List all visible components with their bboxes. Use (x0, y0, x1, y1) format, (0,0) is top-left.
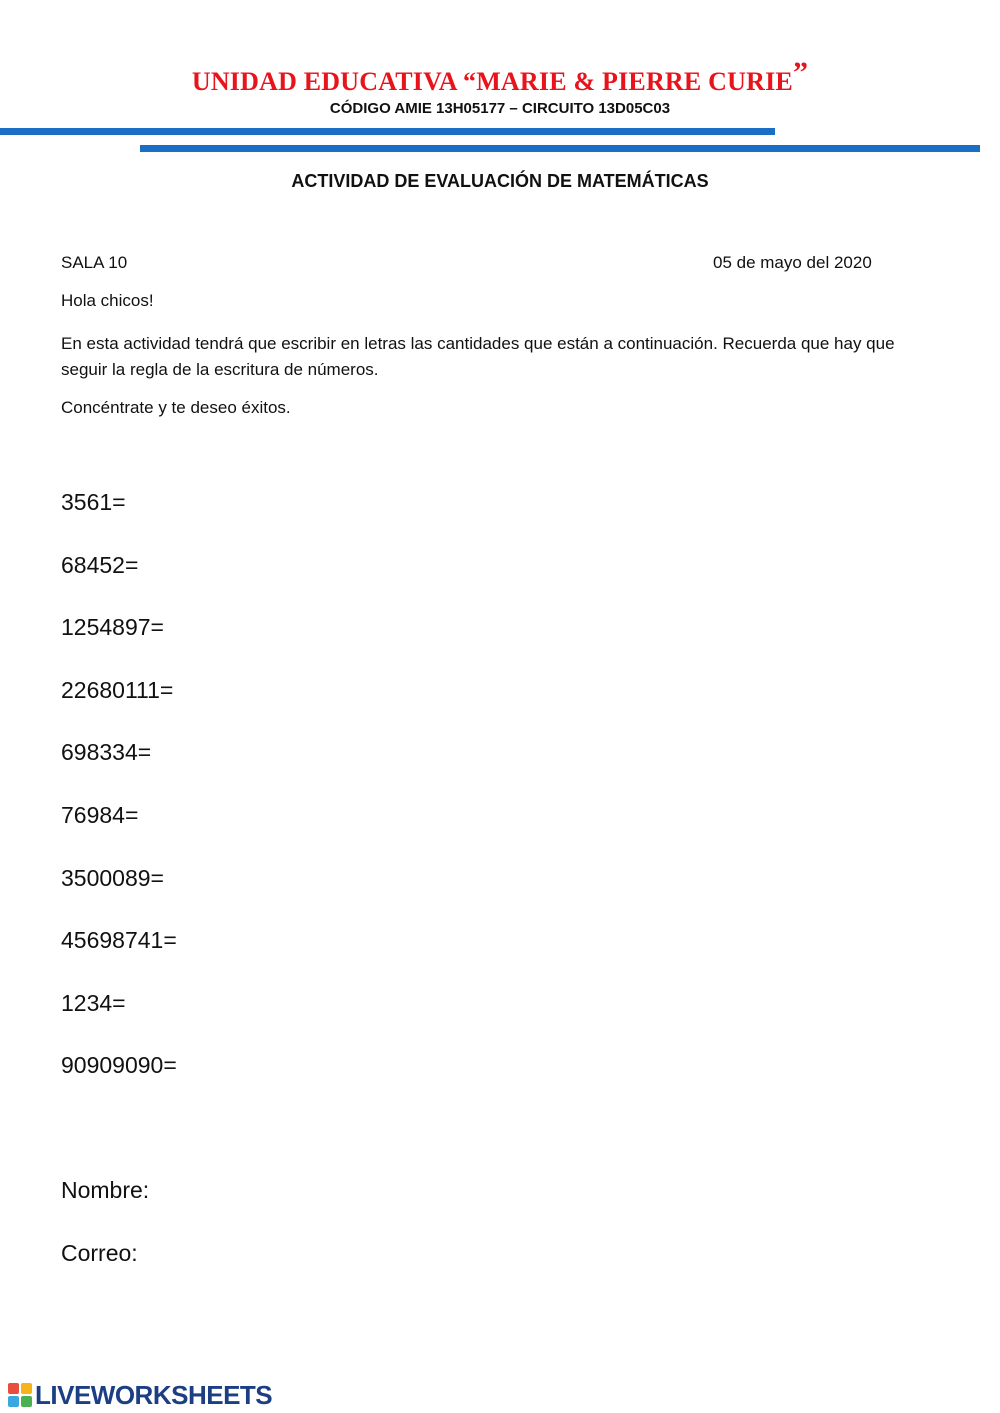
brand-name: LIVEWORKSHEETS (35, 1379, 273, 1410)
number-item: 22680111= (61, 676, 174, 703)
header-divider-top (0, 128, 775, 135)
number-item: 698334= (61, 739, 152, 766)
number-item: 3500089= (61, 864, 164, 891)
logo-tile (8, 1383, 19, 1394)
liveworksheets-logo-icon (8, 1383, 32, 1407)
school-name (0, 56, 1000, 98)
number-item: 1234= (61, 989, 126, 1016)
number-item: 90909090= (61, 1052, 177, 1079)
encouragement-text: Concéntrate y te deseo éxitos. (61, 398, 291, 417)
greeting-text: Hola chicos! (61, 291, 154, 310)
room-label: SALA 10 (61, 253, 128, 272)
activity-title: ACTIVIDAD DE EVALUACIÓN DE MATEMÁTICAS (291, 171, 709, 191)
number-list (61, 487, 177, 1113)
name-field-label: Nombre: (61, 1177, 150, 1203)
header-divider-bottom (140, 145, 980, 152)
number-item: 45698741= (61, 927, 177, 954)
school-code: CÓDIGO AMIE 13H05177 – CIRCUITO 13D05C03 (329, 100, 671, 117)
number-item: 76984= (61, 801, 139, 828)
activity-date: 05 de mayo del 2020 (713, 253, 872, 272)
number-item: 3561= (61, 489, 126, 515)
liveworksheets-brand[interactable] (8, 1381, 272, 1409)
instructions-text: En esta actividad tendrá que escribir en letras las cantidades que están a continuación. Recuerda que hay que seguir la regla de la escritura de números. (61, 334, 895, 379)
school-name-close-quote: ” (792, 56, 809, 89)
school-name-text: UNIDAD EDUCATIVA “MARIE & PIERRE CURIE (191, 67, 793, 96)
number-item: 1254897= (61, 614, 164, 641)
logo-tile (21, 1396, 32, 1407)
email-field-label: Correo: (61, 1240, 138, 1266)
number-item: 68452= (61, 551, 139, 578)
logo-tile (8, 1396, 19, 1407)
logo-tile (21, 1383, 32, 1394)
